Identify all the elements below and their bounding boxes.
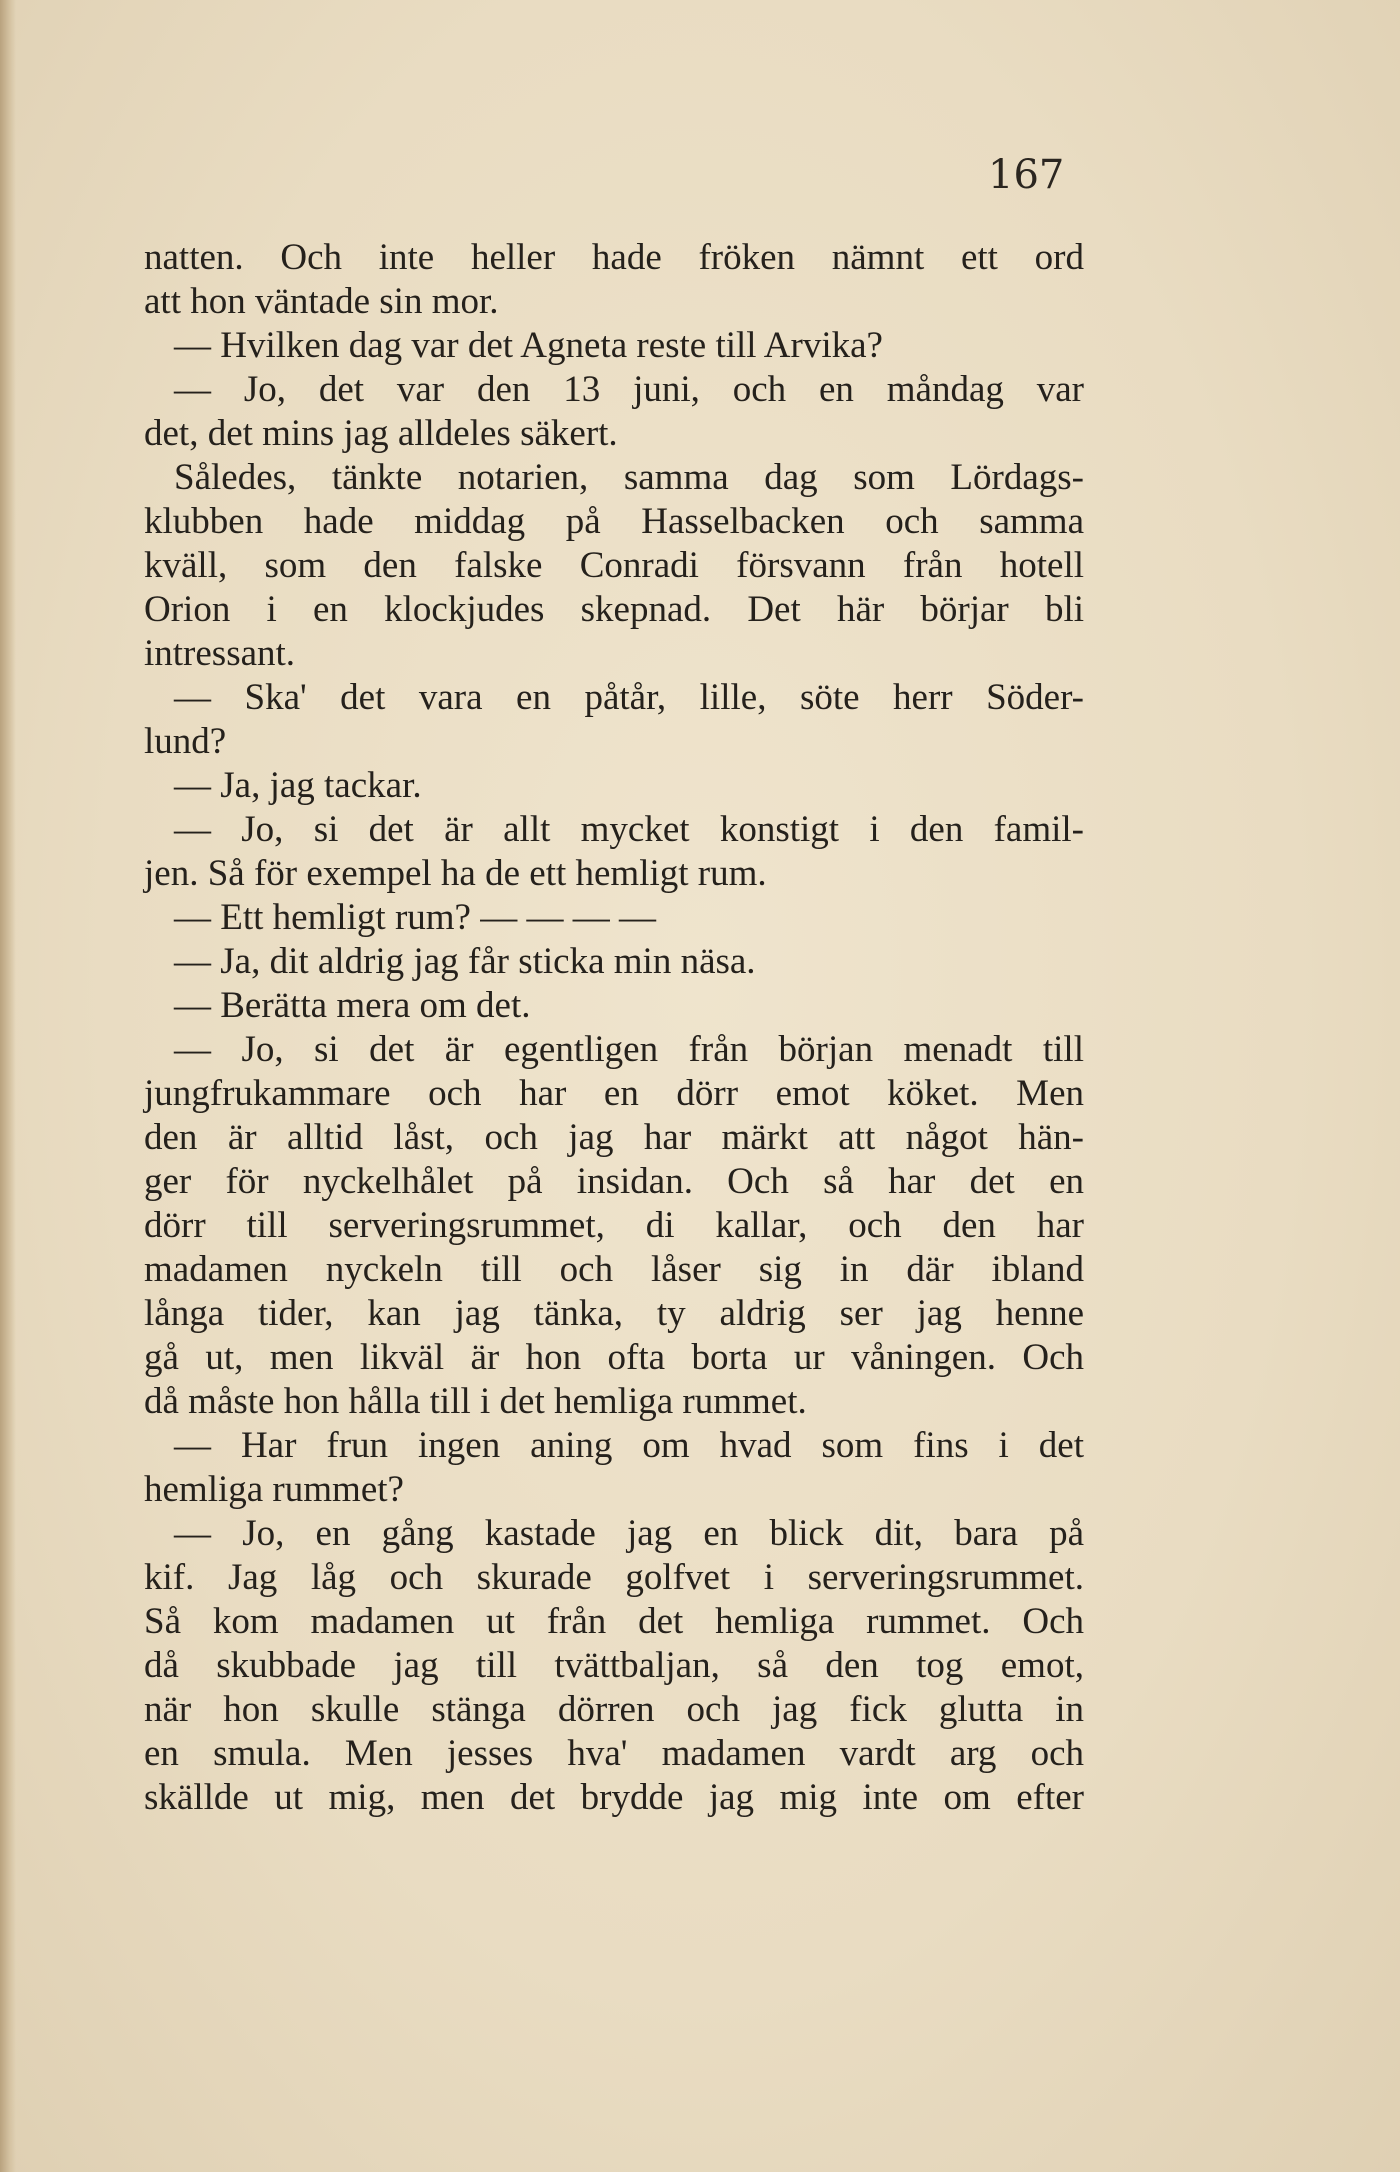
body-text: [144, 236, 1084, 1820]
text-line: att hon väntade sin mor.: [144, 281, 499, 322]
text-line: ger för nyckelhålet på insidan. Och så har det en: [144, 1161, 1084, 1202]
text-line: dörr till serveringsrummet, di kallar, och den har: [144, 1205, 1084, 1246]
text-line: kif. Jag låg och skurade golfvet i serveringsrummet.: [144, 1557, 1084, 1598]
text-line: hemliga rummet?: [144, 1469, 404, 1510]
text-line: när hon skulle stänga dörren och jag fick glutta in: [144, 1689, 1084, 1730]
page-gutter: [0, 0, 16, 2172]
text-line: en smula. Men jesses hva' madamen vardt arg och: [144, 1733, 1084, 1774]
text-line: — Ett hemligt rum? — — — —: [174, 897, 656, 938]
text-line: då måste hon hålla till i det hemliga rummet.: [144, 1381, 807, 1422]
text-line: — Ja, jag tackar.: [174, 765, 422, 806]
text-line: intressant.: [144, 633, 296, 674]
text-line: — Ja, dit aldrig jag får sticka min näsa.: [174, 941, 756, 982]
text-line: långa tider, kan jag tänka, ty aldrig ser jag henne: [144, 1293, 1084, 1334]
text-line: Så kom madamen ut från det hemliga rummet. Och: [144, 1601, 1084, 1642]
text-line: — Jo, en gång kastade jag en blick dit, bara på: [174, 1513, 1084, 1554]
text-line: — Har frun ingen aning om hvad som fins i det: [174, 1425, 1084, 1466]
text-line: jen. Så för exempel ha de ett hemligt rum.: [144, 853, 767, 894]
text-line: skällde ut mig, men det brydde jag mig inte om efter: [144, 1777, 1084, 1818]
text-line: lund?: [144, 721, 227, 762]
text-line: — Jo, si det är allt mycket konstigt i den famil-: [174, 809, 1084, 850]
text-line: då skubbade jag till tvättbaljan, så den tog emot,: [144, 1645, 1084, 1686]
text-line: — Jo, si det är egentligen från början menadt till: [174, 1029, 1084, 1070]
text-line: det, det mins jag alldeles säkert.: [144, 413, 618, 454]
text-line: den är alltid låst, och jag har märkt att något hän-: [144, 1117, 1084, 1158]
page-number: 167: [988, 152, 1065, 198]
text-line: klubben hade middag på Hasselbacken och samma: [144, 501, 1084, 542]
text-line: madamen nyckeln till och låser sig in där ibland: [144, 1249, 1084, 1290]
text-line: — Ska' det vara en påtår, lille, söte herr Söder-: [174, 677, 1084, 718]
text-line: — Hvilken dag var det Agneta reste till Arvika?: [174, 325, 883, 366]
text-line: Orion i en klockjudes skepnad. Det här börjar bli: [144, 589, 1084, 630]
text-line: gå ut, men likväl är hon ofta borta ur våningen. Och: [144, 1337, 1084, 1378]
text-line: jungfrukammare och har en dörr emot köket. Men: [144, 1073, 1084, 1114]
text-line: — Berätta mera om det.: [174, 985, 531, 1026]
text-line: kväll, som den falske Conradi försvann från hotell: [144, 545, 1084, 586]
text-line: — Jo, det var den 13 juni, och en måndag var: [174, 369, 1084, 410]
text-line: natten. Och inte heller hade fröken nämnt ett ord: [144, 237, 1084, 278]
text-line: Således, tänkte notarien, samma dag som Lördags-: [174, 457, 1084, 498]
